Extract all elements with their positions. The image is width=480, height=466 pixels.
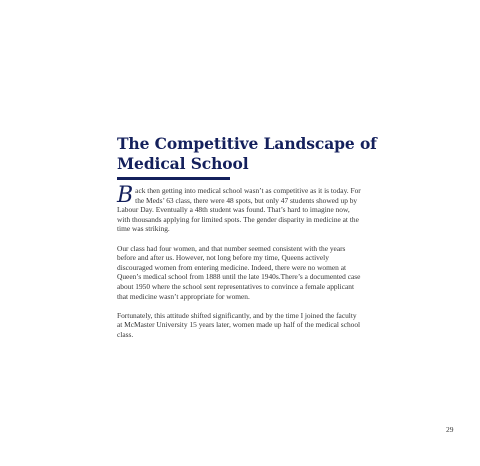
paragraph-1 (117, 183, 362, 234)
title-underline (117, 177, 230, 180)
page-number: 29 (446, 425, 454, 434)
chapter-body (117, 183, 362, 349)
drop-cap: B (117, 183, 134, 208)
paragraph-2: Our class had four women, and that number seemed consistent with the years before and after us. However, not long before my time, Queens actively discouraged women from entering medicine. Indeed, there were no women at Queen’s medical school from 1888 until the late 1940s.There’s a documented case about 1950 where the school sent representatives to convince a female applicant that medicine wasn’t appropriate for women. (117, 243, 361, 301)
chapter-title: The Competitive Landscape of Medical School (117, 134, 377, 173)
paragraph-3: Fortunately, this attitude shifted significantly, and by the time I joined the faculty at McMaster University 15 years later, women made up half of the medical school class. (117, 310, 361, 339)
paragraph-1-text: ack then getting into medical school wasn’t as competitive as it is today. For the Meds’ 63 class, there were 48 spots, but only 47 students showed up by Labour Day. Eventually a 48th student was found. That’s hard to imagine now, with thousands applying for limited spots. The gender disparity in medicine at the time was striking. (117, 186, 361, 234)
